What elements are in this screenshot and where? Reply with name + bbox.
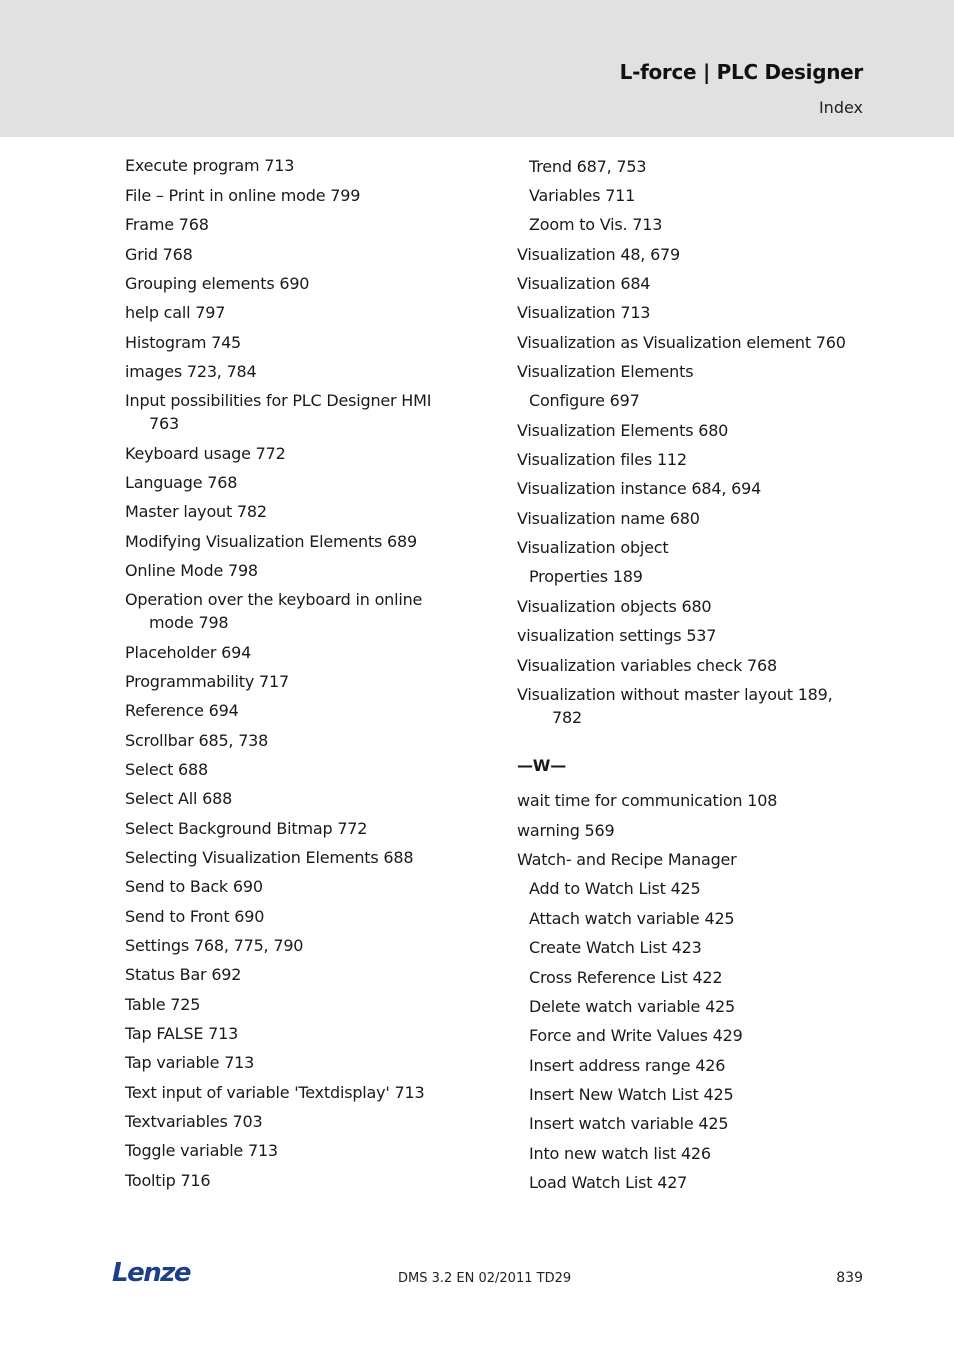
index-entry: Visualization object <box>517 538 669 557</box>
index-entry: Visualization variables check 768 <box>517 656 777 675</box>
index-entry: Master layout 782 <box>125 502 267 521</box>
index-subentry: Attach watch variable 425 <box>529 909 735 928</box>
index-entry-continuation: 763 <box>149 414 179 433</box>
index-entry: Execute program 713 <box>125 156 295 175</box>
index-entry: Keyboard usage 772 <box>125 444 286 463</box>
index-subentry: Trend 687, 753 <box>529 157 647 176</box>
index-entry: visualization settings 537 <box>517 626 717 645</box>
index-entry: Visualization instance 684, 694 <box>517 479 762 498</box>
index-entry-text: Visualization without master layout 189, <box>517 685 833 704</box>
index-entry: Status Bar 692 <box>125 965 242 984</box>
index-entry: Visualization as Visualization element 760 <box>517 333 846 352</box>
index-entry: Frame 768 <box>125 215 209 234</box>
index-entry: wait time for communication 108 <box>517 791 778 810</box>
index-entry: Visualization 684 <box>517 274 651 293</box>
index-entry: Text input of variable 'Textdisplay' 713 <box>125 1083 425 1102</box>
index-entry-text: Input possibilities for PLC Designer HMI <box>125 391 432 410</box>
index-entry: help call 797 <box>125 303 226 322</box>
index-entry: Visualization name 680 <box>517 509 700 528</box>
lenze-logo: Lenze <box>112 1258 190 1288</box>
index-entry <box>517 683 833 729</box>
index-subentry: Force and Write Values 429 <box>529 1026 743 1045</box>
index-entry: Watch- and Recipe Manager <box>517 850 737 869</box>
index-entry: Settings 768, 775, 790 <box>125 936 304 955</box>
index-entry-text: Operation over the keyboard in online <box>125 590 423 609</box>
index-entry: warning 569 <box>517 821 615 840</box>
index-entry: Tap variable 713 <box>125 1053 255 1072</box>
header-title: L-force | PLC Designer <box>619 60 863 84</box>
index-entry-continuation: mode 798 <box>149 613 229 632</box>
index-entry: Visualization Elements <box>517 362 694 381</box>
index-subentry: Add to Watch List 425 <box>529 879 701 898</box>
index-entry-continuation: 782 <box>552 708 582 727</box>
index-subentry: Load Watch List 427 <box>529 1173 688 1192</box>
index-entry <box>125 588 422 634</box>
index-subentry: Cross Reference List 422 <box>529 968 723 987</box>
index-entry: Modifying Visualization Elements 689 <box>125 532 417 551</box>
index-entry: Textvariables 703 <box>125 1112 263 1131</box>
index-subentry: Properties 189 <box>529 567 643 586</box>
index-entry: Select All 688 <box>125 789 233 808</box>
index-entry: Visualization files 112 <box>517 450 687 469</box>
index-entry: Send to Front 690 <box>125 907 265 926</box>
header-section: Index <box>818 98 863 117</box>
index-subentry: Zoom to Vis. 713 <box>529 215 663 234</box>
index-subentry: Into new watch list 426 <box>529 1144 711 1163</box>
index-entry: Visualization Elements 680 <box>517 421 729 440</box>
index-entry: Tooltip 716 <box>125 1171 211 1190</box>
index-entry: Online Mode 798 <box>125 561 258 580</box>
index-entry: Grid 768 <box>125 245 193 264</box>
index-entry: Select 688 <box>125 760 208 779</box>
index-entry: images 723, 784 <box>125 362 257 381</box>
index-entry: Table 725 <box>125 995 201 1014</box>
index-entry: Placeholder 694 <box>125 643 252 662</box>
index-entry: Visualization 48, 679 <box>517 245 681 264</box>
page-number: 839 <box>836 1270 863 1286</box>
index-entry: Scrollbar 685, 738 <box>125 731 269 750</box>
index-entry <box>125 389 431 435</box>
index-entry: Visualization objects 680 <box>517 597 712 616</box>
index-entry: Visualization 713 <box>517 303 651 322</box>
index-entry: Grouping elements 690 <box>125 274 310 293</box>
index-subentry: Configure 697 <box>529 391 640 410</box>
index-entry: Reference 694 <box>125 701 239 720</box>
index-entry: Histogram 745 <box>125 333 242 352</box>
index-subentry: Insert watch variable 425 <box>529 1114 729 1133</box>
index-entry: Toggle variable 713 <box>125 1141 278 1160</box>
index-entry: File – Print in online mode 799 <box>125 186 361 205</box>
footer-document-id: DMS 3.2 EN 02/2011 TD29 <box>398 1271 572 1286</box>
page-header <box>0 0 954 137</box>
index-entry: Programmability 717 <box>125 672 289 691</box>
letter-heading-w: —W— <box>517 756 567 775</box>
index-subentry: Variables 711 <box>529 186 636 205</box>
index-subentry: Delete watch variable 425 <box>529 997 736 1016</box>
index-entry: Selecting Visualization Elements 688 <box>125 848 414 867</box>
index-entry: Send to Back 690 <box>125 877 263 896</box>
index-subentry: Insert New Watch List 425 <box>529 1085 734 1104</box>
index-subentry: Insert address range 426 <box>529 1056 726 1075</box>
index-entry: Language 768 <box>125 473 238 492</box>
index-subentry: Create Watch List 423 <box>529 938 702 957</box>
index-entry: Tap FALSE 713 <box>125 1024 239 1043</box>
index-entry: Select Background Bitmap 772 <box>125 819 368 838</box>
